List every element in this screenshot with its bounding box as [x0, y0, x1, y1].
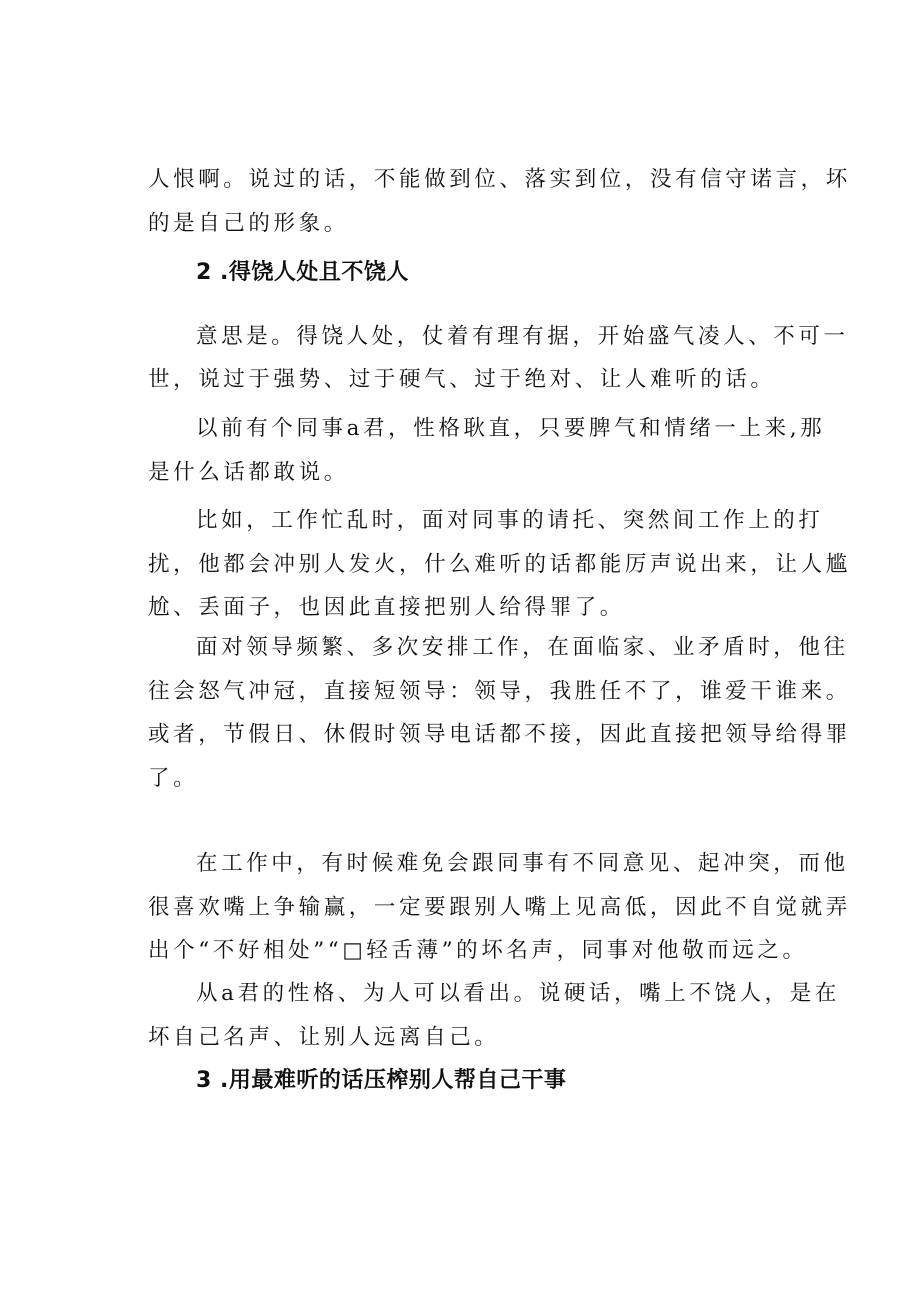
paragraph-line: 或者，节假日、休假时领导电话都不接，因此直接把领导给得罪 [148, 722, 851, 747]
paragraph-line: 很喜欢嘴上争输赢，一定要跟别人嘴上见高低，因此不自觉就弄 [148, 895, 851, 920]
paragraph-line: 坏自己名声、让别人远离自己。 [148, 1025, 500, 1050]
paragraph-line: 扰，他都会冲别人发火，什么难听的话都能厉声说出来，让人尴 [148, 552, 851, 577]
paragraph-line: 在工作中，有时候难免会跟同事有不同意见、起冲突，而他 [196, 851, 849, 876]
paragraph-line: 以前有个同事a君，性格耿直，只要脾气和情绪一上来,那 [196, 416, 826, 441]
paragraph-line: 比如，工作忙乱时，面对同事的请托、突然间工作上的打 [196, 508, 824, 533]
paragraph-line: 人恨啊。说过的话，不能做到位、落实到位，没有信守诺言，坏 [148, 167, 851, 192]
paragraph-line: 往会怒气冲冠，直接短领导：领导，我胜任不了，谁爱干谁来。 [148, 679, 851, 704]
paragraph-line: 是什么话都敢说。 [148, 460, 349, 485]
section-heading-2: 2 .得饶人处且不饶人 [196, 260, 409, 285]
paragraph-line: 意思是。得饶人处，仗着有理有据，开始盛气凌人、不可一 [196, 324, 849, 349]
paragraph-line: 的是自己的形象。 [148, 211, 349, 236]
paragraph-line: 出个“不好相处”“□轻舌薄”的坏名声，同事对他敬而远之。 [148, 938, 808, 963]
section-heading-3: 3 .用最难听的话压榨别人帮自己干事 [196, 1068, 567, 1093]
paragraph-line: 从a君的性格、为人可以看出。说硬话，嘴上不饶人，是在 [196, 981, 840, 1006]
paragraph-line: 面对领导频繁、多次安排工作，在面临家、业矛盾时，他往 [196, 635, 849, 660]
paragraph-line: 了。 [148, 766, 199, 791]
paragraph-line: 尬、丢面子，也因此直接把别人给得罪了。 [148, 595, 625, 620]
paragraph-line: 世，说过于强势、过于硬气、过于绝对、让人难听的话。 [148, 367, 776, 392]
